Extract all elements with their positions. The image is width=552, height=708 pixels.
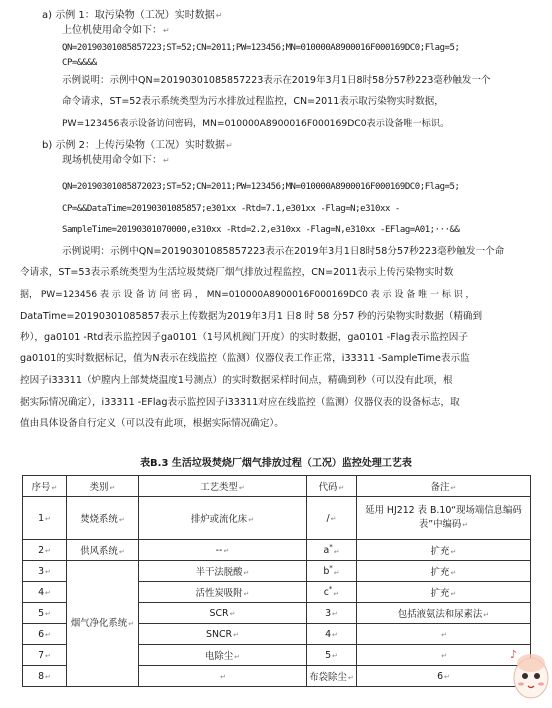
table-row [23, 561, 531, 582]
example1-command-line-2: CP=&&&& [62, 58, 97, 68]
example1-command-line-1: QN=20190301085857223;ST=52;CN=2011;PW=123456;MN=010000A8900016F000169DC0;Flag=5; [62, 43, 460, 53]
cell-process: 布袋除尘↵ [307, 666, 357, 687]
cell-no: 1↵ [23, 497, 67, 540]
example2-desc-line-4: DataTime=20190301085857表示上传数据为2019年3月1 日8 时 58 分57 秒的污染物实时数据（精确到 [20, 311, 483, 322]
header-process: 工艺类型↵ [139, 476, 307, 497]
header-no: 序号↵ [23, 476, 67, 497]
cell-process: 活性炭吸附↵ [139, 582, 307, 603]
svg-text:♪: ♪ [510, 648, 518, 661]
table-header-row [23, 476, 531, 497]
example2-command-line-2: CP=&&DataTime=20190301085857;e301xx -Rtd=7.1,e301xx -Flag=N;e310xx - [62, 204, 400, 214]
cell-no: 2↵ [23, 540, 67, 561]
cell-process: SCR↵ [139, 603, 307, 624]
example2-command-line-1: QN=20190301085872023;ST=52;CN=2011;PW=123456;MN=010000A8900016F000169DC0;Flag=5; [62, 182, 460, 192]
cell-process: 排炉或流化床↵ [139, 497, 307, 540]
cell-no: 5↵ [23, 603, 67, 624]
table-row [23, 497, 531, 540]
example2-desc-line-6: ga0101的实时数据标记，值为N表示在线监控（监测）仪器仪表工作正常，i33311 -SampleTime表示监 [20, 353, 470, 364]
example2-desc-line-5: 秒），ga0101 -Rtd表示监控因子ga0101（1号风机阀门开度）的实时数据，ga0101 -Flag表示监控因子 [20, 332, 468, 343]
cell-no: 8↵ [23, 666, 67, 687]
example2-desc-line-9: 值由具体设备自行定义（可以没有此项，根据实际情况确定）。 [20, 418, 284, 429]
cell-note: ↵ [357, 645, 531, 666]
cell-note: 扩充↵ [357, 540, 531, 561]
cell-process: 半干法脱酸↵ [139, 561, 307, 582]
example2-desc-line-7: 控因子i33311（炉膛内上部焚烧温度1号测点）的实时数据采样时间点，精确到秒（可以没有此项，根 [20, 375, 453, 386]
cell-code: a*↵ [307, 540, 357, 561]
cell-code: 5↵ [307, 645, 357, 666]
cell-process: --↵ [139, 540, 307, 561]
cell-code: b*↵ [307, 561, 357, 582]
cell-note: 延用 HJ212 表 B.10“现场端信息编码表”中编码↵ [357, 497, 531, 540]
table-row [23, 540, 531, 561]
example2-subheading: 现场机使用命令如下：↵ [62, 155, 170, 166]
example1-desc-line-3: PW=123456表示设备访问密码，MN=010000A8900016F000169DC0表示设备唯一标识。 [62, 118, 450, 129]
cell-note: 扩充↵ [357, 582, 531, 603]
cell-code: 3↵ [307, 603, 357, 624]
cell-code: 6↵ [357, 666, 531, 687]
example2-desc-line-3: 据， PW=123456 表 示 设 备 访 问 密 码 ， MN=010000A8900016F000169DC0 表 示 设 备 唯 一 标 识 ， [20, 290, 475, 300]
cell-note: 扩充↵ [357, 561, 531, 582]
example2-command-line-3: SampleTime=20190301070000,e310xx -Rtd=2.2,e310xx -Flag=N,e310xx -EFlag=A01;···&& [62, 225, 460, 235]
cell-process: SNCR↵ [139, 624, 307, 645]
cell-code: 4↵ [307, 624, 357, 645]
cell-category-merged: 烟气净化系统↵ [67, 561, 139, 687]
cell-category: 焚烧系统↵ [67, 497, 139, 540]
example1-desc-line-2: 命令请求，ST=52表示系统类型为污水排放过程监控，CN=2011表示取污染物实时数据， [62, 96, 444, 107]
example1-subheading: 上位机使用命令如下：↵ [62, 25, 170, 36]
cell-note: 包括液氨法和尿素法↵ [357, 603, 531, 624]
mascot-avatar-icon [507, 636, 551, 706]
cell-no: 3↵ [23, 561, 67, 582]
table-caption: 表B.3 生活垃圾焚烧厂烟气排放过程（工况）监控处理工艺表 [140, 458, 412, 469]
cell-code: /↵ [307, 497, 357, 540]
cell-no: 4↵ [23, 582, 67, 603]
example2-heading: b) 示例 2：上传污染物（工况）实时数据↵ [42, 140, 233, 151]
example2-desc-line-2: 令请求，ST=53表示系统类型为生活垃圾焚烧厂烟气排放过程监控，CN=2011表示上传污染物实时数 [20, 267, 454, 278]
header-code: 代码↵ [307, 476, 357, 497]
process-table [22, 475, 531, 687]
example2-desc-line-8: 据实际情况确定），i33311 -EFlag表示监控因子i33311对应在线监控（监测）仪器仪表的设备标志，取 [20, 397, 460, 408]
example1-desc-line-1: 示例说明：示例中QN=20190301085857223表示在2019年3月1日8时58分57秒223毫秒触发一个 [62, 75, 491, 86]
cell-note: ↵ [357, 624, 531, 645]
cell-code: c*↵ [307, 582, 357, 603]
header-note: 备注↵ [357, 476, 531, 497]
cell-category: 供风系统↵ [67, 540, 139, 561]
cell-process: 电除尘↵ [139, 645, 307, 666]
cell-no: 6↵ [23, 624, 67, 645]
cell-no: 7↵ [23, 645, 67, 666]
example1-heading: a) 示例 1：取污染物（工况）实时数据↵ [42, 10, 223, 21]
cell-category: ↵ [139, 666, 307, 687]
header-category: 类别↵ [67, 476, 139, 497]
example2-desc-line-1: 示例说明：示例中QN=20190301085857223表示在2019年3月1日8时58分57秒223毫秒触发一个命 [62, 246, 505, 257]
